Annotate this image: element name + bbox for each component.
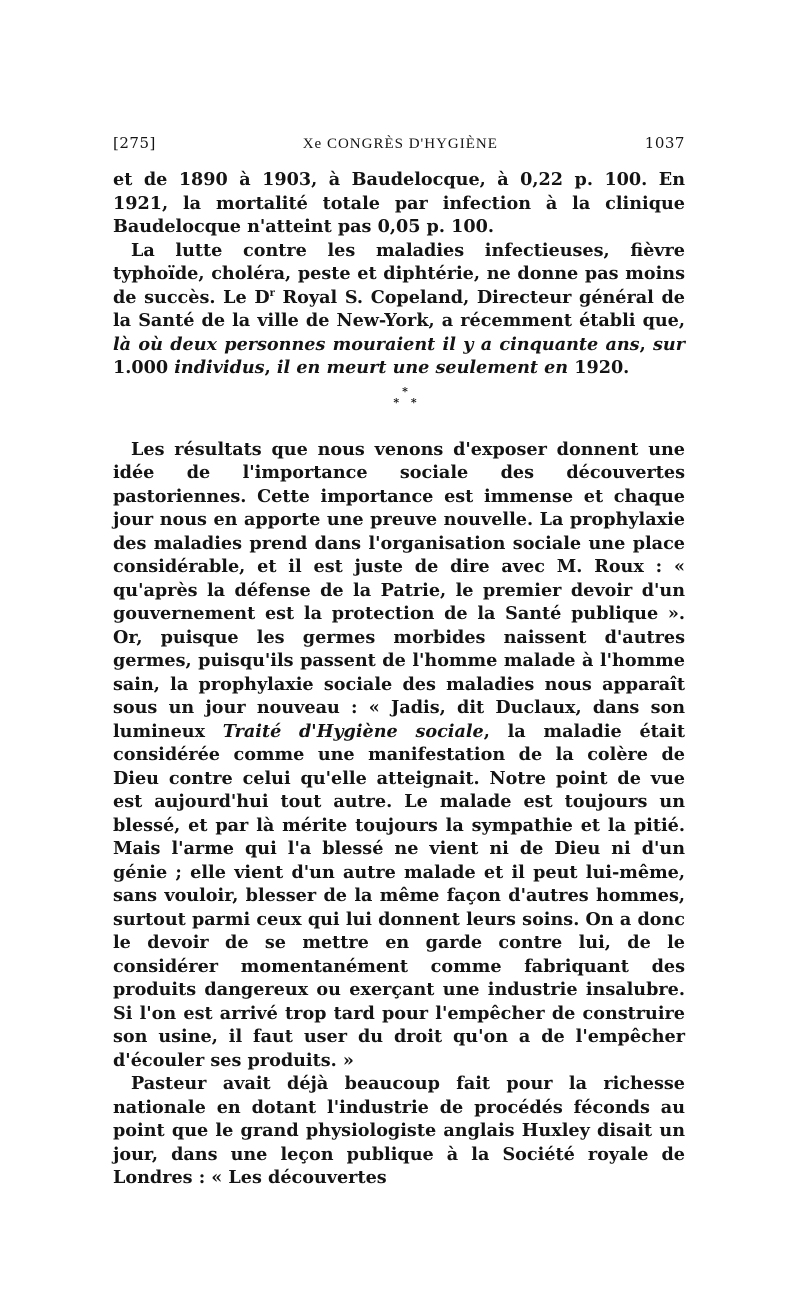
running-title: Xe CONGRÈS D'HYGIÈNE [302, 136, 498, 152]
paragraph-2-italic-3: individus [174, 357, 265, 378]
book-title-italic: Traité d'Hygiène sociale [222, 720, 484, 742]
asterism-bottom: * * [393, 395, 417, 409]
paragraph-2 [113, 239, 685, 380]
running-header [113, 134, 685, 158]
paragraph-2-text-b: Royal S. Copeland, Directeur général de la Santé de la ville de New-York, a récemment établi que, [113, 286, 685, 331]
paragraph-2-text-d: 1.000 [113, 357, 175, 378]
paragraph-2-text-c: , [639, 333, 654, 355]
paragraph-1: et de 1890 à 1903, à Baudelocque, à 0,22 p. 100. En 1921, la mortalité totale par infection à la clinique Baudelocque n'atteint pas 0,05 p. 100. [113, 169, 685, 237]
asterism-ornament [113, 386, 685, 408]
section-reference: [275] [113, 134, 156, 152]
page-number: 1037 [644, 134, 685, 152]
paragraph-2-italic-1: là où deux personnes mouraient il y a cinquante ans [113, 333, 640, 355]
paragraph-4: Pasteur avait déjà beaucoup fait pour la richesse nationale en dotant l'industrie de procédés féconds au point que le grand physiologiste anglais Huxley disait un jour, dans une leçon publique à la Société royale de Londres : « Les découvertes [113, 1073, 685, 1188]
paragraph-2-italic-2: sur [653, 333, 685, 355]
paragraph-2-text-a: La lutte contre les maladies infectieuses, fièvre typhoïde, choléra, peste et diphtérie, ne donne pas moins de succès. Le D [113, 239, 685, 308]
paragraph-3-text-a: Les résultats que nous venons d'exposer donnent une idée de l'importance sociale des découvertes pastoriennes. Cette importance est immense et chaque jour nous en apporte une preuve nouvelle. La prophylaxie des maladies prend dans l'organisation sociale une place considérable, et il est juste de dire avec M. Roux : « qu'après la défense de la Patrie, le premier devoir d'un gouvernement est la protection de la Santé publique ». Or, puisque les germes morbides naissent d'autres germes, puisqu'ils passent de l'homme malade à l'homme sain, la prophylaxie sociale des maladies nous apparaît sous un jour nouveau : « Jadis, dit Duclaux, dans son lumineux [113, 438, 685, 742]
doctor-superscript: r [269, 287, 275, 299]
asterism-top: * [402, 384, 408, 398]
body-text [113, 168, 685, 1190]
paragraph-3-text-b: , la maladie était considérée comme une manifestation de la colère de Dieu contre celui qu'elle atteignait. Notre point de vue est aujourd'hui tout autre. Le malade est toujours un blessé, et par là mérite toujours la sympathie et la pitié. Mais l'arme qui l'a blessé ne vient ni de Dieu ni d'un génie ; elle vient d'un autre malade et il peut lui-même, sans vouloir, blesser de la même façon d'autres hommes, surtout parmi ceux qui lui donnent leurs soins. On a donc le devoir de se mettre en garde contre lui, de le considérer momentanément comme fabriquant des produits dangereux ou exerçant une industrie insalubre. Si l'on est arrivé trop tard pour l'empêcher de construire son usine, il faut user du droit qu'on a de l'empêcher d'écouler ses produits. » [113, 720, 685, 1071]
paragraph-2-text-f: 1920. [568, 357, 630, 378]
paragraph-3 [113, 438, 685, 1073]
book-page [113, 134, 685, 1190]
paragraph-2-italic-4: il en meurt une seulement en [276, 357, 569, 378]
paragraph-2-text-e: , [264, 357, 277, 378]
